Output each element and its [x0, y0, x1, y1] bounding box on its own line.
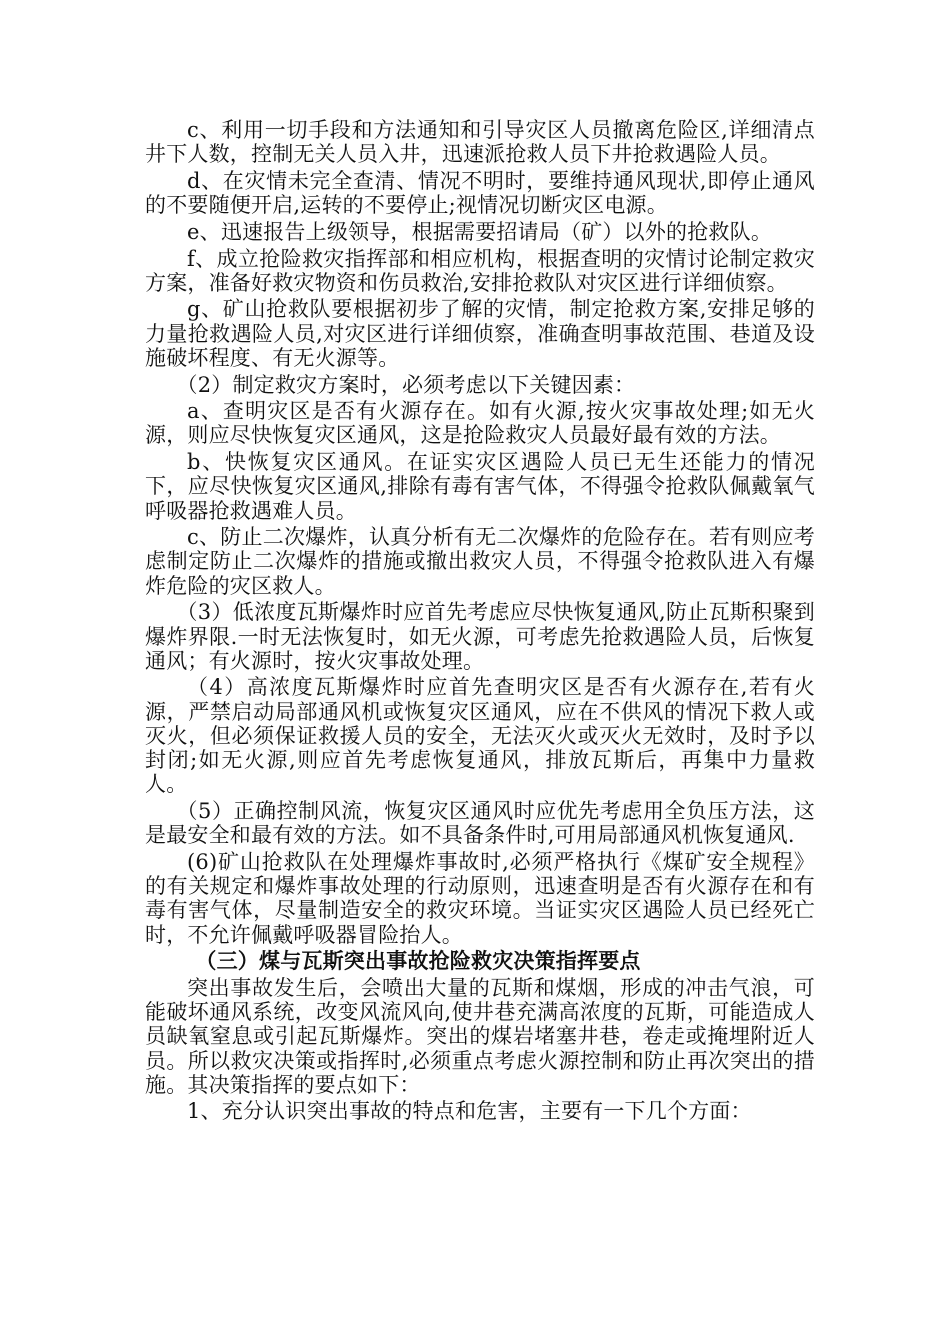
paragraph-2-factors: （2）制定救灾方案时，必须考虑以下关键因素： [176, 372, 636, 397]
section-heading: （三）煤与瓦斯突出事故抢险救灾决策指挥要点 [195, 949, 641, 974]
paragraph-f-command: f、成立抢险救灾指挥部和相应机构，根据查明的灾情讨论制定救灾方案，准备好救灾物资和伤员救治,安排抢救队对灾区进行详细侦察。 [145, 246, 815, 295]
paragraph-6-rescue-rules: (6)矿山抢救队在处理爆炸事故时,必须严格执行《煤矿安全规程》的有关规定和爆炸事故处理的行动原则，迅速查明是否有火源存在和有毒有害气体，尽量制造安全的救灾环境。当证实灾区遇险人员已经死亡时，不允许佩戴呼吸器冒险抬人。 [145, 849, 815, 947]
paragraph-c-evacuate: c、利用一切手段和方法通知和引导灾区人员撤离危险区,详细清点井下人数，控制无关人员入井，迅速派抢救人员下井抢救遇险人员。 [145, 118, 815, 167]
paragraph-c-secondary-explosion: c、防止二次爆炸，认真分析有无二次爆炸的危险存在。若有则应考虑制定防止二次爆炸的措施或撤出救灾人员，不得强令抢救队进入有爆炸危险的灾区救人。 [145, 525, 815, 598]
paragraph-3-low-concentration: （3）低浓度瓦斯爆炸时应首先考虑应尽快恢复通风,防止瓦斯积聚到爆炸界限.一时无法恢复时，如无火源，可考虑先抢救遇险人员，后恢复通风；有火源时，按火灾事故处理。 [145, 600, 815, 673]
document-body [145, 118, 815, 1126]
paragraph-5-airflow: （5）正确控制风流，恢复灾区通风时应优先考虑用全负压方法，这是最安全和最有效的方法。如不具备条件时,可用局部通风机恢复通风. [145, 798, 815, 848]
paragraph-outburst-intro: 突出事故发生后，会喷出大量的瓦斯和煤烟，形成的冲击气浪，可能破坏通风系统，改变风流风向,使井巷充满高浓度的瓦斯，可能造成人员缺氧窒息或引起瓦斯爆炸。突出的煤岩堵塞井巷，卷走或掩埋附近人员。所以救灾决策或指挥时,必须重点考虑火源控制和防止再次突出的措施。其决策指挥的要点如下： [145, 975, 815, 1097]
paragraph-4-high-concentration: （4）高浓度瓦斯爆炸时应首先查明灾区是否有火源存在,若有火源，严禁启动局部通风机或恢复灾区通风，应在不供风的情况下救人或灭火，但必须保证救援人员的安全，无法灭火或灭火无效时，及时予以封闭;如无火源,则应首先考虑恢复通风，排放瓦斯后，再集中力量救人。 [145, 675, 815, 797]
paragraph-d-ventilation: d、在灾情未完全查清、情况不明时，要维持通风现状,即停止通风的不要随便开启,运转的不要停止;视情况切断灾区电源。 [145, 168, 815, 218]
paragraph-a-fire-source: a、查明灾区是否有火源存在。如有火源,按火灾事故处理;如无火源，则应尽快恢复灾区通风，这是抢险救灾人员最好最有效的方法。 [145, 399, 815, 448]
paragraph-g-rescue-team: g、矿山抢救队要根据初步了解的灾情，制定抢救方案,安排足够的力量抢救遇险人员,对灾区进行详细侦察，准确查明事故范围、巷道及设施破坏程度、有无火源等。 [145, 297, 815, 370]
paragraph-outburst-point-1: 1、充分认识突出事故的特点和危害，主要有一下几个方面： [187, 1099, 752, 1124]
paragraph-b-restore-ventilation: b、快恢复灾区通风。在证实灾区遇险人员已无生还能力的情况下，应尽快恢复灾区通风,排除有毒有害气体，不得强令抢救队佩戴氧气呼吸器抢救遇难人员。 [145, 450, 815, 523]
paragraph-e-report: e、迅速报告上级领导，根据需要招请局（矿）以外的抢救队。 [187, 219, 773, 244]
